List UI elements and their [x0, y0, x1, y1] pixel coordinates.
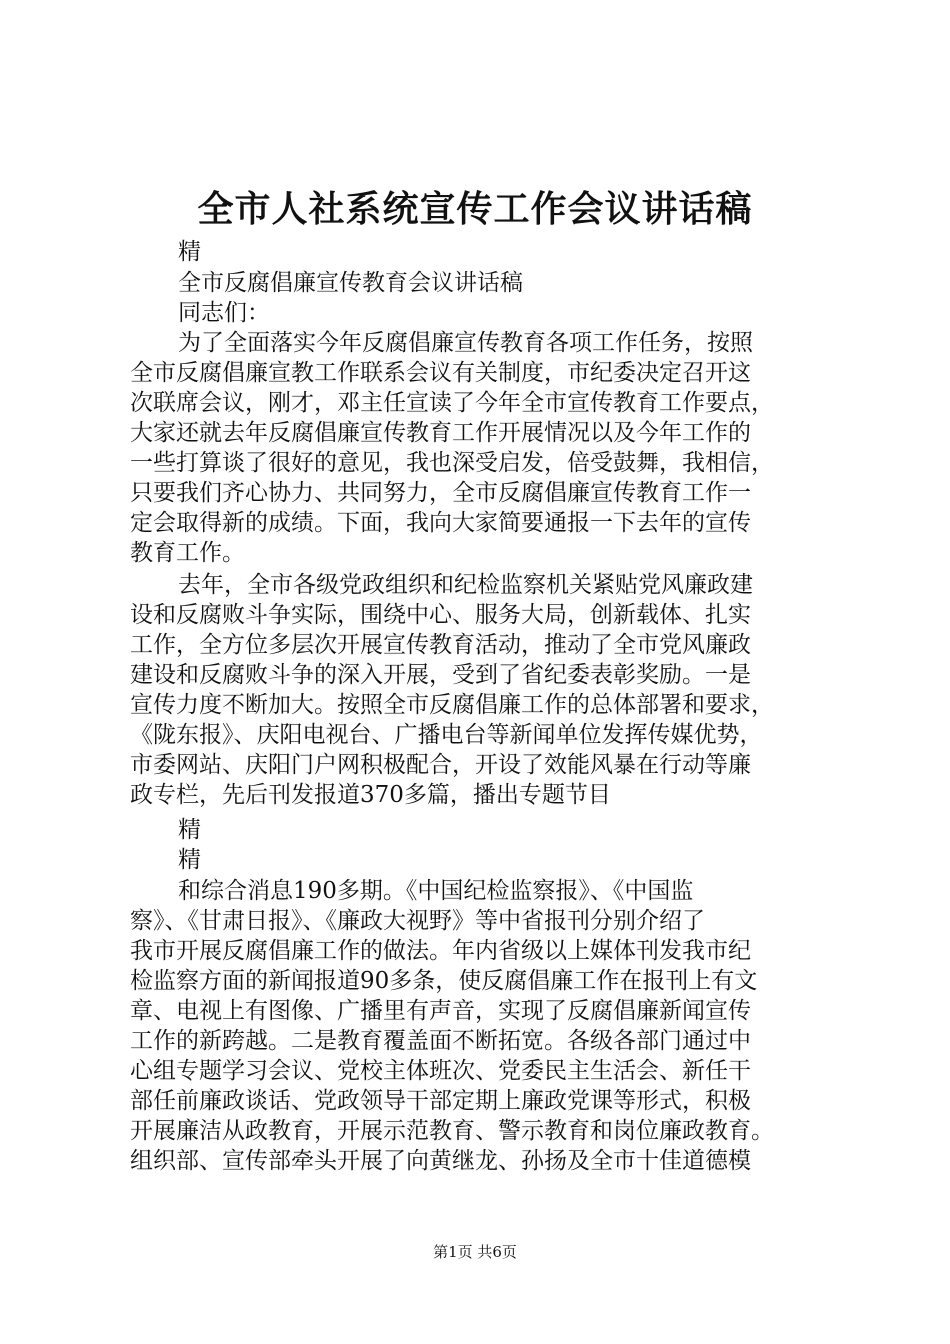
- paragraph-line: 为了全面落实今年反腐倡廉宣传教育各项工作任务，按照: [178, 330, 753, 356]
- paragraph-line: 组织部、宣传部牵头开展了向黄继龙、孙扬及全市十佳道德模: [130, 1148, 751, 1174]
- paragraph-line: 教育工作。: [130, 540, 245, 566]
- paragraph-line: 章、电视上有图像、广播里有声音，实现了反腐倡廉新闻宣传: [130, 998, 751, 1024]
- paragraph-line: 去年，全市各级党政组织和纪检监察机关紧贴党风廉政建: [178, 572, 753, 598]
- paragraph-line: 开展廉洁从政教育，开展示范教育、警示教育和岗位廉政教育。: [130, 1118, 774, 1144]
- paragraph-line: 市委网站、庆阳门户网积极配合，开设了效能风暴在行动等廉: [130, 752, 751, 778]
- paragraph-line: 工作的新跨越。二是教育覆盖面不断拓宽。各级各部门通过中: [130, 1028, 751, 1054]
- paragraph-line: 部任前廉政谈话、党政领导干部定期上廉政党课等形式，积极: [130, 1088, 751, 1114]
- paragraph-line: 设和反腐败斗争实际，围绕中心、服务大局，创新载体、扎实: [130, 602, 751, 628]
- paragraph-line: 一些打算谈了很好的意见，我也深受启发，倍受鼓舞，我相信，: [130, 450, 774, 476]
- paragraph-3: [130, 876, 835, 1176]
- paragraph-line: 和综合消息190多期。《中国纪检监察报》、《中国监: [178, 878, 694, 904]
- watermark-mark-1: 精: [178, 239, 201, 265]
- paragraph-line: 全市反腐倡廉宣教工作联系会议有关制度，市纪委决定召开这: [130, 360, 751, 386]
- document-title: 全市人社系统宣传工作会议讲话稿: [197, 188, 753, 230]
- paragraph-line: 只要我们齐心协力、共同努力，全市反腐倡廉宣传教育工作一: [130, 480, 751, 506]
- paragraph-line: 工作，全方位多层次开展宣传教育活动，推动了全市党风廉政: [130, 632, 751, 658]
- paragraph-line: 检监察方面的新闻报道90多条，使反腐倡廉工作在报刊上有文: [130, 968, 758, 994]
- paragraph-line: 政专栏，先后刊发报道370多篇，播出专题节目: [130, 782, 611, 808]
- paragraph-line: 建设和反腐败斗争的深入开展，受到了省纪委表彰奖励。一是: [130, 662, 751, 688]
- paragraph-line: 大家还就去年反腐倡廉宣传教育工作开展情况以及今年工作的: [130, 420, 751, 446]
- paragraph-line: 心组专题学习会议、党校主体班次、党委民主生活会、新任干: [130, 1058, 751, 1084]
- paragraph-line: 次联席会议，刚才，邓主任宣读了今年全市宣传教育工作要点，: [130, 390, 774, 416]
- salutation: 同志们：: [178, 300, 270, 326]
- speech-subtitle: 全市反腐倡廉宣传教育会议讲话稿: [178, 270, 523, 296]
- paragraph-2: [130, 570, 835, 810]
- watermark-mark-3: 精: [178, 847, 201, 873]
- paragraph-line: 我市开展反腐倡廉工作的做法。年内省级以上媒体刊发我市纪: [130, 938, 751, 964]
- page-number-footer: 第1页 共6页: [433, 1243, 517, 1261]
- paragraph-line: 定会取得新的成绩。下面，我向大家简要通报一下去年的宣传: [130, 510, 751, 536]
- paragraph-line: 《陇东报》、庆阳电视台、广播电台等新闻单位发挥传媒优势，: [130, 722, 763, 748]
- paragraph-1: [130, 328, 835, 568]
- paragraph-line: 察》、《甘肃日报》、《廉政大视野》等中省报刊分别介绍了: [130, 908, 705, 934]
- paragraph-line: 宣传力度不断加大。按照全市反腐倡廉工作的总体部署和要求，: [130, 692, 774, 718]
- watermark-mark-2: 精: [178, 817, 201, 843]
